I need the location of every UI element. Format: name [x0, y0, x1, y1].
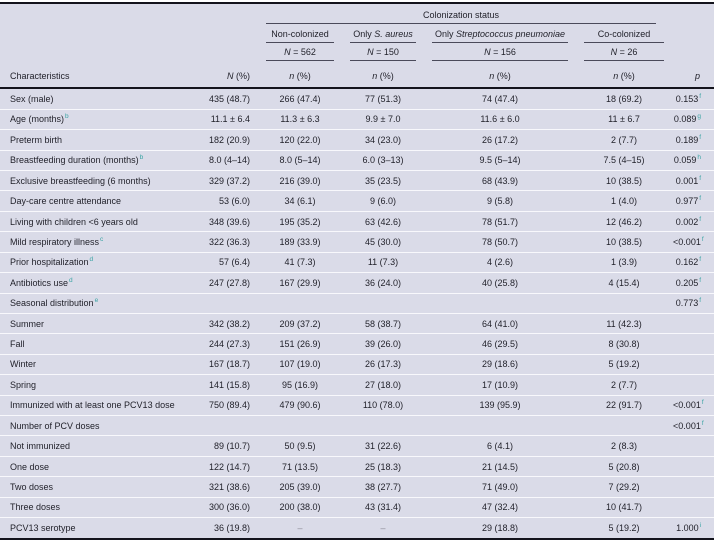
colonization-status-header [258, 3, 672, 24]
cell-only-strep-pneumoniae: 21 (14.5) [424, 456, 576, 476]
p-value-text: 0.089 [673, 114, 697, 125]
row-label-text: Antibiotics use [10, 277, 69, 288]
cell-co-colonized: 7 (29.2) [576, 477, 672, 497]
n-value: = 26 [617, 47, 638, 57]
subcol-header-3 [424, 61, 576, 88]
row-label-text: Seasonal distribution [10, 298, 94, 309]
subcol-header-1 [258, 61, 342, 88]
row-label [0, 416, 190, 436]
cell-total: 8.0 (4–14) [190, 150, 258, 170]
row-label-text: Immunized with at least one PCV13 dose [10, 400, 175, 411]
p-value-text: <0.001 [673, 400, 701, 411]
row-label [0, 232, 190, 252]
total-col-header [190, 61, 258, 88]
row-label [0, 477, 190, 497]
cell-p-value [672, 150, 714, 170]
cell-only-s-aureus: 11 (7.3) [342, 252, 424, 272]
cell-only-s-aureus: 26 (17.3) [342, 354, 424, 374]
cell-p-value [672, 456, 714, 476]
cell-co-colonized: 22 (91.7) [576, 395, 672, 415]
n-value: = 562 [290, 47, 316, 57]
row-label [0, 456, 190, 476]
header-blank [0, 24, 258, 43]
p-value-text: <0.001 [673, 236, 701, 247]
cell-total: 322 (36.3) [190, 232, 258, 252]
cell-non-colonized: 107 (19.0) [258, 354, 342, 374]
cell-co-colonized: 7.5 (4–15) [576, 150, 672, 170]
cell-non-colonized: 195 (35.2) [258, 211, 342, 231]
group-n-non-colonized [258, 43, 342, 61]
cell-total [190, 416, 258, 436]
header-group-row [0, 24, 714, 43]
cell-co-colonized: 4 (15.4) [576, 273, 672, 293]
cell-co-colonized: 5 (20.8) [576, 456, 672, 476]
footnote-marker: b [65, 113, 69, 121]
footnote-marker: g [697, 113, 702, 121]
row-label-text: Day-care centre attendance [10, 196, 122, 207]
row-label [0, 334, 190, 354]
cell-total: 321 (38.6) [190, 477, 258, 497]
cell-only-strep-pneumoniae: 6 (4.1) [424, 436, 576, 456]
cell-only-s-aureus: 77 (51.3) [342, 88, 424, 109]
header-n-row [0, 43, 714, 61]
cell-co-colonized: 5 (19.2) [576, 354, 672, 374]
cell-only-strep-pneumoniae: 4 (2.6) [424, 252, 576, 272]
table-row [0, 88, 714, 109]
n-symbol: N [367, 47, 374, 57]
cell-only-s-aureus: 58 (38.7) [342, 313, 424, 333]
cell-only-s-aureus: 31 (22.6) [342, 436, 424, 456]
cell-p-value [672, 191, 714, 211]
cell-co-colonized: 2 (7.7) [576, 130, 672, 150]
group-label: Co-colonized [597, 29, 651, 39]
footnote-marker: h [697, 154, 702, 162]
group-label-italic: S. aureus [374, 29, 413, 39]
p-value-text: 0.205 [675, 277, 699, 288]
cell-co-colonized: 10 (38.5) [576, 232, 672, 252]
n-symbol: n [372, 71, 378, 81]
n-symbol: N [284, 47, 291, 57]
cell-p-value [672, 109, 714, 129]
cell-only-strep-pneumoniae: 46 (29.5) [424, 334, 576, 354]
p-value-text: 1.000 [676, 523, 699, 534]
table-row [0, 150, 714, 170]
row-label-text: Fall [10, 339, 25, 350]
table-row [0, 497, 714, 517]
cell-total: 300 (36.0) [190, 497, 258, 517]
footnote-marker: f [699, 215, 702, 223]
cell-p-value [672, 395, 714, 415]
row-label [0, 88, 190, 109]
footnote-marker: f [701, 419, 704, 427]
cell-p-value [672, 416, 714, 436]
cell-co-colonized: 12 (46.2) [576, 211, 672, 231]
row-label-text: Not immunized [10, 441, 71, 452]
cell-non-colonized: 8.0 (5–14) [258, 150, 342, 170]
row-label [0, 497, 190, 517]
p-value-text: 0.001 [675, 175, 699, 186]
cell-total: 11.1 ± 6.4 [190, 109, 258, 129]
table-row [0, 456, 714, 476]
cell-only-strep-pneumoniae: 40 (25.8) [424, 273, 576, 293]
group-label: Only [434, 29, 456, 39]
row-label [0, 273, 190, 293]
cell-non-colonized: – [297, 523, 303, 534]
cell-total: 141 (15.8) [190, 375, 258, 395]
cell-p-value [672, 477, 714, 497]
table-row [0, 477, 714, 497]
group-label-italic: Streptococcus pneumoniae [455, 29, 566, 39]
cell-total: 244 (27.3) [190, 334, 258, 354]
cell-co-colonized: 11 (42.3) [576, 313, 672, 333]
p-value-text: 0.153 [675, 93, 699, 104]
p-value-text: 0.162 [675, 257, 699, 268]
table-row [0, 436, 714, 456]
n-symbol: N [227, 71, 234, 81]
cell-only-strep-pneumoniae: 17 (10.9) [424, 375, 576, 395]
cell-non-colonized: 266 (47.4) [258, 88, 342, 109]
row-label-text: Winter [10, 359, 37, 370]
cell-co-colonized: 10 (38.5) [576, 170, 672, 190]
cell-co-colonized: 1 (4.0) [576, 191, 672, 211]
cell-co-colonized: 8 (30.8) [576, 334, 672, 354]
table-row [0, 273, 714, 293]
cell-p-value [672, 334, 714, 354]
subcol-header-4 [576, 61, 672, 88]
characteristics-header: Characteristics [0, 61, 190, 88]
cell-non-colonized [258, 416, 342, 436]
cell-only-strep-pneumoniae: 29 (18.6) [424, 354, 576, 374]
cell-only-strep-pneumoniae: 64 (41.0) [424, 313, 576, 333]
footnote-marker: e [94, 297, 99, 305]
pct-label: (%) [233, 71, 250, 81]
group-n-only-s-aureus [342, 43, 424, 61]
footnote-marker: c [100, 235, 104, 243]
cell-only-s-aureus: 6.0 (3–13) [342, 150, 424, 170]
group-label: Non-colonized [271, 29, 329, 39]
cell-only-strep-pneumoniae: 74 (47.4) [424, 88, 576, 109]
cell-only-s-aureus: 63 (42.6) [342, 211, 424, 231]
cell-only-strep-pneumoniae [424, 293, 576, 313]
cell-only-strep-pneumoniae: 26 (17.2) [424, 130, 576, 150]
cell-total: 435 (48.7) [190, 88, 258, 109]
n-symbol: n [489, 71, 495, 81]
cell-p-value [672, 518, 714, 539]
cell-total: 348 (39.6) [190, 211, 258, 231]
cell-co-colonized: 11 ± 6.7 [576, 109, 672, 129]
cell-p-value [672, 375, 714, 395]
cell-non-colonized: 95 (16.9) [258, 375, 342, 395]
cell-total: 342 (38.2) [190, 313, 258, 333]
cell-non-colonized: 200 (38.0) [258, 497, 342, 517]
row-label-text: Sex (male) [10, 93, 54, 104]
n-value: = 150 [373, 47, 399, 57]
p-value-text: <0.001 [673, 420, 701, 431]
cell-total: 89 (10.7) [190, 436, 258, 456]
p-value-text: 0.002 [675, 216, 699, 227]
cell-non-colonized: 71 (13.5) [258, 456, 342, 476]
pct-label: (%) [618, 71, 635, 81]
header-cols-row [0, 61, 714, 88]
table-row [0, 375, 714, 395]
table-row [0, 211, 714, 231]
cell-only-s-aureus: 9.9 ± 7.0 [342, 109, 424, 129]
cell-p-value [672, 232, 714, 252]
cell-p-value [672, 354, 714, 374]
footnote-marker: f [701, 235, 704, 243]
cell-co-colonized: 2 (7.7) [576, 375, 672, 395]
cell-only-s-aureus [342, 293, 424, 313]
cell-only-strep-pneumoniae: 9.5 (5–14) [424, 150, 576, 170]
footnote-marker: f [699, 195, 702, 203]
footnote-marker: f [699, 92, 702, 100]
table-row [0, 395, 714, 415]
cell-p-value [672, 273, 714, 293]
row-label [0, 109, 190, 129]
cell-total: 247 (27.8) [190, 273, 258, 293]
cell-only-s-aureus: 45 (30.0) [342, 232, 424, 252]
cell-p-value [672, 313, 714, 333]
cell-non-colonized [258, 293, 342, 313]
group-header-non-colonized [258, 24, 342, 43]
table-row [0, 191, 714, 211]
cell-p-value [672, 211, 714, 231]
row-label [0, 130, 190, 150]
cell-only-strep-pneumoniae: 68 (43.9) [424, 170, 576, 190]
row-label [0, 252, 190, 272]
cell-non-colonized: 120 (22.0) [258, 130, 342, 150]
table-row [0, 170, 714, 190]
cell-p-value [672, 293, 714, 313]
row-label-text: Preterm birth [10, 134, 63, 145]
cell-co-colonized: 10 (41.7) [576, 497, 672, 517]
cell-co-colonized [576, 293, 672, 313]
row-label [0, 313, 190, 333]
cell-non-colonized: 479 (90.6) [258, 395, 342, 415]
subcol-header-2 [342, 61, 424, 88]
cell-only-s-aureus [342, 416, 424, 436]
cell-non-colonized: 205 (39.0) [258, 477, 342, 497]
cell-only-strep-pneumoniae: 78 (51.7) [424, 211, 576, 231]
table-row [0, 252, 714, 272]
cell-non-colonized: 189 (33.9) [258, 232, 342, 252]
row-label-text: Spring [10, 379, 37, 390]
cell-only-s-aureus: 34 (23.0) [342, 130, 424, 150]
cell-only-s-aureus: 110 (78.0) [342, 395, 424, 415]
footnote-marker: b [139, 154, 144, 162]
pct-label: (%) [494, 71, 511, 81]
row-label-text: Three doses [10, 502, 61, 513]
row-label-text: Breastfeeding duration (months) [10, 155, 139, 166]
p-value-text: 0.189 [675, 134, 699, 145]
row-label [0, 354, 190, 374]
cell-only-strep-pneumoniae: 11.6 ± 6.0 [424, 109, 576, 129]
n-symbol: N [484, 47, 491, 57]
header-blank [672, 43, 714, 61]
header-blank [672, 3, 714, 24]
cell-only-s-aureus: 38 (27.7) [342, 477, 424, 497]
cell-only-s-aureus: 35 (23.5) [342, 170, 424, 190]
footnote-marker: d [89, 256, 94, 264]
header-span-row [0, 3, 714, 24]
footnote-marker: f [699, 276, 702, 284]
group-n-only-strep-pneumoniae [424, 43, 576, 61]
header-blank [0, 43, 258, 61]
row-label [0, 436, 190, 456]
cell-only-s-aureus: 27 (18.0) [342, 375, 424, 395]
n-symbol: N [610, 47, 618, 57]
row-label-text: One dose [10, 461, 50, 472]
cell-non-colonized: 11.3 ± 6.3 [258, 109, 342, 129]
row-label-text: Two doses [10, 482, 54, 492]
footnote-marker: f [699, 174, 702, 182]
cell-only-strep-pneumoniae: 78 (50.7) [424, 232, 576, 252]
table-row [0, 334, 714, 354]
cell-non-colonized: 41 (7.3) [258, 252, 342, 272]
table-row [0, 130, 714, 150]
cell-only-strep-pneumoniae: 29 (18.8) [481, 523, 519, 534]
row-label-text: Exclusive breastfeeding (6 months) [10, 175, 151, 186]
footnote-marker: i [699, 522, 702, 530]
p-symbol: p [695, 71, 701, 81]
cell-only-s-aureus: 25 (18.3) [342, 456, 424, 476]
row-label [0, 395, 190, 415]
colonization-status-label: Colonization status [266, 10, 656, 24]
p-value-text: 0.977 [675, 196, 699, 207]
cell-only-s-aureus: – [380, 523, 386, 534]
cell-only-strep-pneumoniae: 71 (49.0) [424, 477, 576, 497]
cell-only-strep-pneumoniae: 9 (5.8) [424, 191, 576, 211]
cell-non-colonized: 216 (39.0) [258, 170, 342, 190]
group-header-only-strep-pneumoniae [424, 24, 576, 43]
cell-p-value [672, 252, 714, 272]
n-symbol: n [289, 71, 295, 81]
header-blank [672, 24, 714, 43]
cell-co-colonized: 18 (69.2) [576, 88, 672, 109]
row-label [0, 150, 190, 170]
cell-only-strep-pneumoniae: 139 (95.9) [424, 395, 576, 415]
row-label-text: Summer [10, 318, 45, 329]
n-symbol: n [613, 71, 619, 81]
footnote-marker: f [701, 399, 704, 407]
table-row [0, 354, 714, 374]
cell-p-value [672, 436, 714, 456]
cell-only-s-aureus: 9 (6.0) [342, 191, 424, 211]
row-label [0, 170, 190, 190]
pct-label: (%) [294, 71, 311, 81]
cell-only-strep-pneumoniae: 47 (32.4) [424, 497, 576, 517]
colonization-status-table [0, 2, 714, 540]
cell-only-s-aureus: 36 (24.0) [342, 273, 424, 293]
cell-total [190, 293, 258, 313]
pct-label: (%) [377, 71, 394, 81]
cell-non-colonized: 167 (29.9) [258, 273, 342, 293]
cell-only-s-aureus: 39 (26.0) [342, 334, 424, 354]
p-col-header [672, 61, 714, 88]
row-label [0, 191, 190, 211]
row-label-text: Prior hospitalization [10, 257, 89, 268]
group-n-co-colonized [576, 43, 672, 61]
cell-total: 53 (6.0) [190, 191, 258, 211]
group-header-co-colonized [576, 24, 672, 43]
row-label [0, 518, 190, 539]
cell-non-colonized: 34 (6.1) [258, 191, 342, 211]
cell-p-value [672, 170, 714, 190]
cell-co-colonized [576, 416, 672, 436]
cell-co-colonized: 1 (3.9) [576, 252, 672, 272]
row-label-text: Age (months) [10, 114, 65, 125]
table-row [0, 313, 714, 333]
table-row [0, 293, 714, 313]
row-label [0, 211, 190, 231]
footnote-marker: d [69, 276, 73, 284]
cell-non-colonized: 209 (37.2) [258, 313, 342, 333]
cell-total: 122 (14.7) [190, 456, 258, 476]
cell-p-value [672, 88, 714, 109]
footnote-marker: f [699, 297, 702, 305]
footnote-marker: f [699, 256, 702, 264]
footnote-marker: f [699, 133, 702, 141]
cell-only-s-aureus: 43 (31.4) [342, 497, 424, 517]
cell-p-value [672, 130, 714, 150]
cell-p-value [672, 497, 714, 517]
cell-non-colonized: 50 (9.5) [258, 436, 342, 456]
row-label-text: PCV13 serotype [10, 523, 76, 534]
cell-co-colonized: 2 (8.3) [576, 436, 672, 456]
table-row [0, 518, 714, 539]
cell-total: 329 (37.2) [190, 170, 258, 190]
row-label [0, 293, 190, 313]
cell-only-strep-pneumoniae [424, 416, 576, 436]
cell-total: 167 (18.7) [190, 354, 258, 374]
header-blank [0, 3, 258, 24]
table-body [0, 88, 714, 539]
row-label-text: Living with children <6 years old [10, 216, 138, 227]
cell-non-colonized: 151 (26.9) [258, 334, 342, 354]
table-row [0, 232, 714, 252]
row-label-text: Mild respiratory illness [10, 236, 100, 247]
cell-total: 36 (19.8) [213, 523, 250, 534]
cell-total: 750 (89.4) [190, 395, 258, 415]
row-label-text: Number of PCV doses [10, 420, 100, 431]
table-header [0, 3, 714, 88]
group-header-only-s-aureus [342, 24, 424, 43]
row-label [0, 375, 190, 395]
group-label: Only [353, 29, 375, 39]
n-value: = 156 [490, 47, 516, 57]
table-row [0, 416, 714, 436]
p-value-text: 0.059 [673, 155, 697, 166]
cell-co-colonized: 5 (19.2) [608, 523, 640, 534]
cell-total: 57 (6.4) [190, 252, 258, 272]
cell-total: 182 (20.9) [190, 130, 258, 150]
p-value-text: 0.773 [675, 298, 699, 309]
table-row [0, 109, 714, 129]
